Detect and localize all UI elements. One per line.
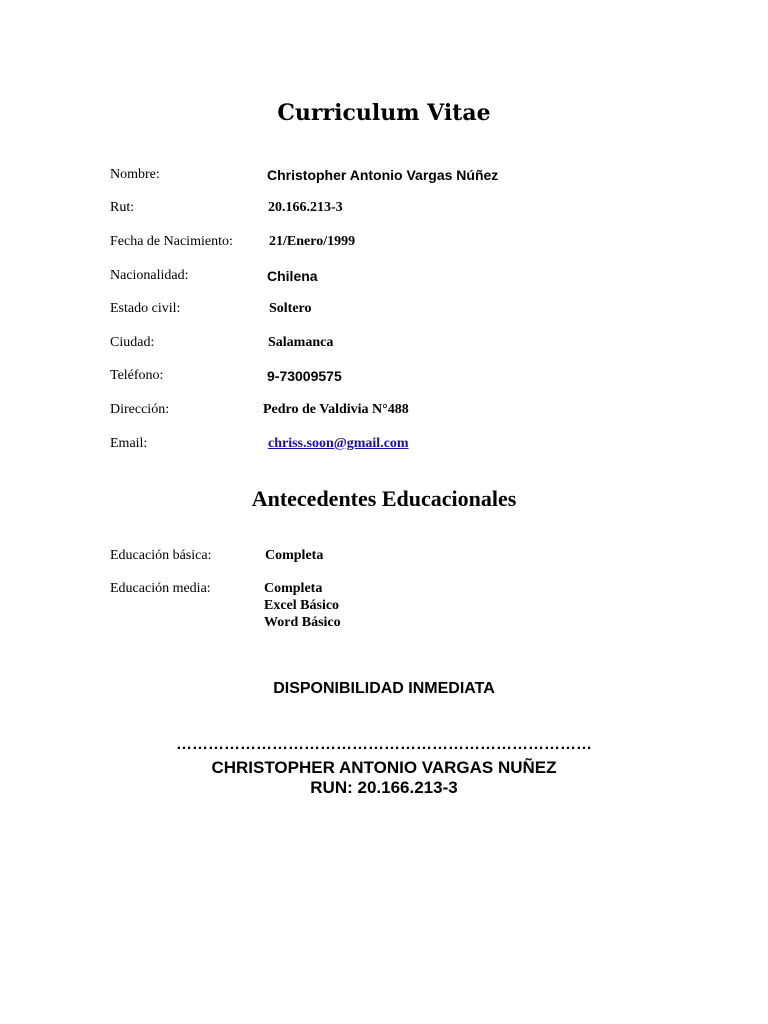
field-value-direccion: Pedro de Valdivia N°488 [263, 402, 409, 417]
field-label: Rut: [110, 200, 135, 215]
field-label: Email: [110, 436, 148, 451]
document-title: Curriculum Vitae [277, 100, 491, 126]
field-label: Dirección: [110, 402, 170, 417]
education-section-title: Antecedentes Educacionales [251, 486, 517, 511]
signature-run: RUN: 20.166.213-3 [310, 778, 458, 797]
field-value-rut: 20.166.213-3 [268, 200, 343, 215]
field-value-nacionalidad: Chilena [267, 268, 318, 284]
field-label: Teléfono: [110, 368, 164, 383]
field-label: Nombre: [110, 167, 160, 182]
education-value: Completa [265, 548, 324, 563]
signature-name: CHRISTOPHER ANTONIO VARGAS NUÑEZ [211, 758, 557, 777]
field-value-telefono: 9-73009575 [267, 368, 342, 384]
signature-line: …………………………………………………………………… [176, 736, 592, 753]
education-value: Completa [264, 581, 323, 596]
field-label: Nacionalidad: [110, 268, 189, 283]
availability-notice: DISPONIBILIDAD INMEDIATA [273, 680, 495, 697]
field-value-nombre: Christopher Antonio Vargas Núñez [267, 167, 499, 183]
field-value-estado-civil: Soltero [269, 301, 312, 316]
field-label: Ciudad: [110, 335, 155, 350]
education-label: Educación media: [110, 581, 211, 596]
email-link[interactable]: chriss.soon@gmail.com [268, 436, 409, 451]
field-label: Estado civil: [110, 301, 181, 316]
education-value: Word Básico [264, 615, 341, 630]
field-value-fecha-nacimiento: 21/Enero/1999 [269, 234, 356, 249]
field-label: Fecha de Nacimiento: [110, 234, 233, 249]
education-label: Educación básica: [110, 548, 212, 563]
field-value-ciudad: Salamanca [268, 335, 334, 350]
education-value: Excel Básico [264, 598, 340, 613]
